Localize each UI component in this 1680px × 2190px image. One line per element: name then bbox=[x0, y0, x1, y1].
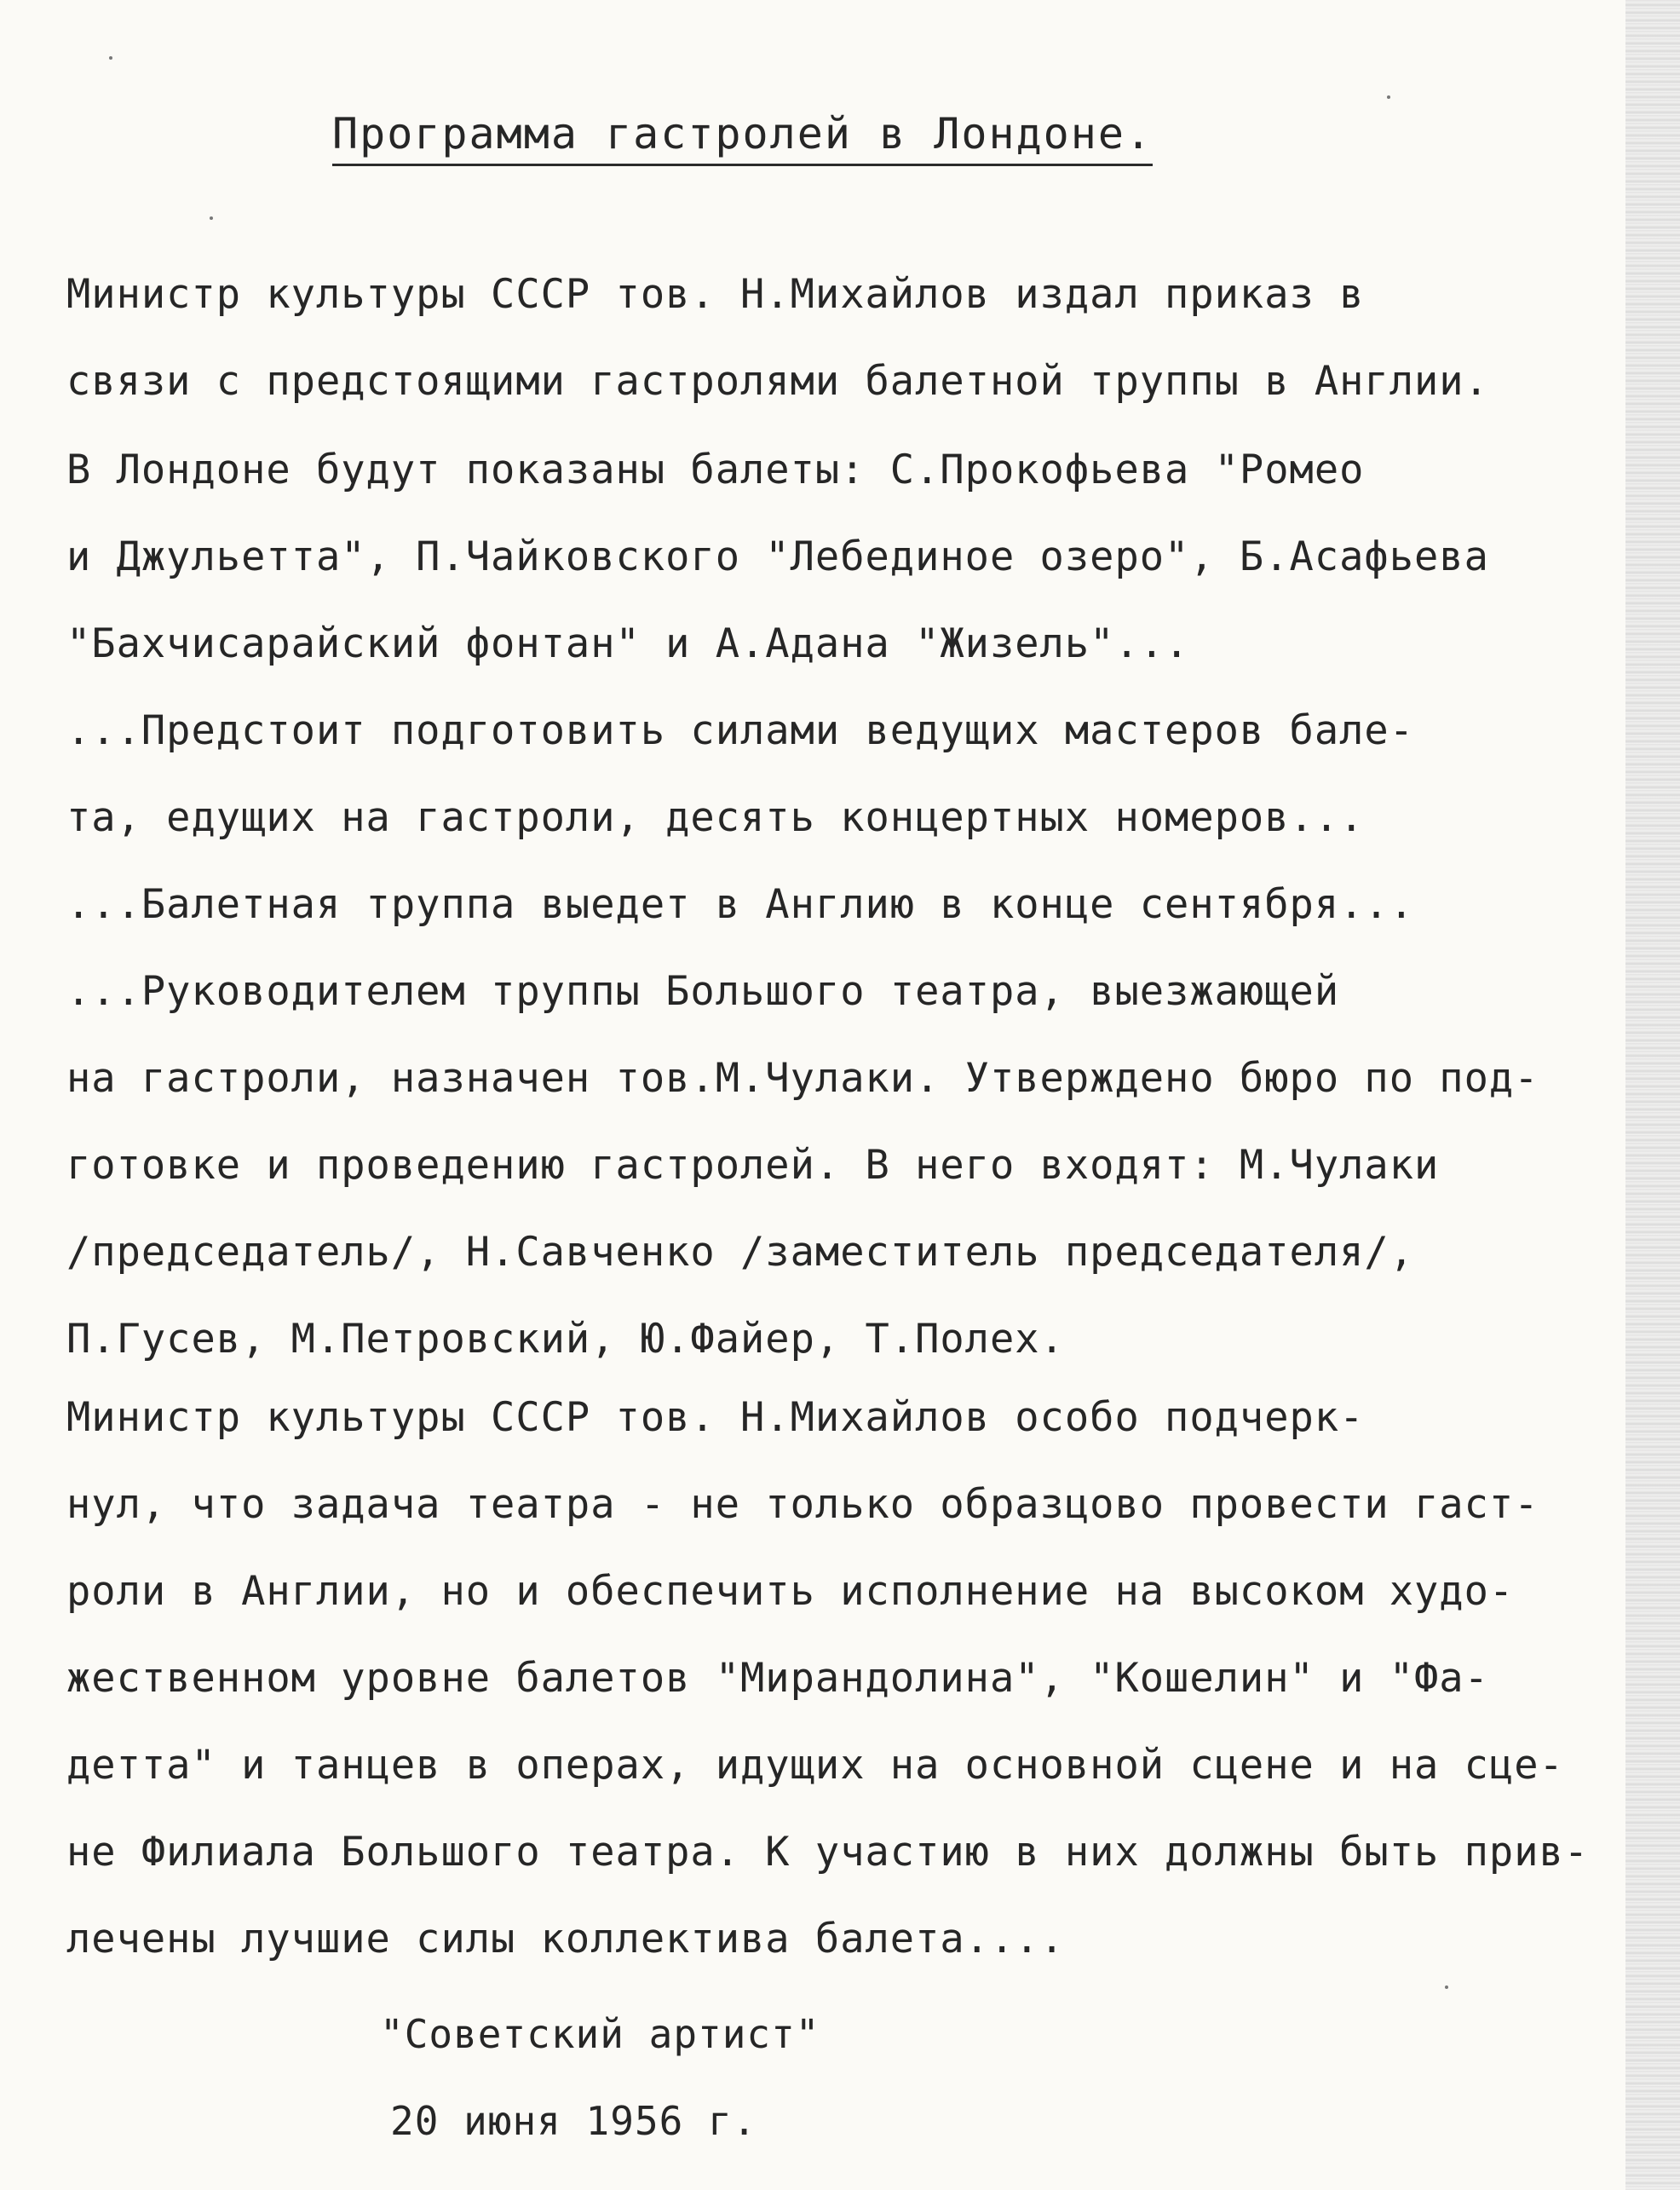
body-line-18: детта" и танцев в операх, идущих на основной сцене и на сце- bbox=[66, 1742, 1564, 1789]
scan-speck bbox=[109, 56, 112, 60]
source-newspaper: "Советский артист" bbox=[380, 2011, 820, 2057]
body-line-12: /председатель/, Н.Савченко /заместитель председателя/, bbox=[66, 1229, 1415, 1276]
body-line-11: готовке и проведению гастролей. В него входят: М.Чулаки bbox=[66, 1142, 1440, 1189]
body-line-5: "Бахчисарайский фонтан" и А.Адана "Жизель"... bbox=[66, 620, 1190, 667]
scan-edge-strip bbox=[1625, 0, 1680, 2190]
body-line-16: роли в Англии, но и обеспечить исполнение на высоком худо- bbox=[66, 1568, 1515, 1615]
body-line-4: и Джульетта", П.Чайковского "Лебединое озеро", Б.Асафьева bbox=[66, 533, 1489, 580]
body-line-19: не Филиала Большого театра. К участию в них должны быть прив- bbox=[66, 1829, 1590, 1876]
body-line-7: та, едущих на гастроли, десять концертных номеров... bbox=[66, 794, 1365, 841]
body-line-2: связи с предстоящими гастролями балетной труппы в Англии. bbox=[66, 358, 1489, 405]
source-date: 20 июня 1956 г. bbox=[390, 2098, 757, 2144]
body-line-10: на гастроли, назначен тов.М.Чулаки. Утверждено бюро по под- bbox=[66, 1055, 1539, 1102]
body-line-20: лечены лучшие силы коллектива балета.... bbox=[66, 1916, 1065, 1962]
scan-speck bbox=[210, 216, 213, 220]
body-line-14: Министр культуры СССР тов. Н.Михайлов особо подчерк- bbox=[66, 1394, 1365, 1441]
scan-speck bbox=[1387, 95, 1390, 99]
scan-speck bbox=[1445, 1985, 1448, 1989]
body-line-9: ...Руководителем труппы Большого театра, выезжающей bbox=[66, 968, 1340, 1015]
body-line-17: жественном уровне балетов "Мирандолина", "Кошелин" и "Фа- bbox=[66, 1655, 1489, 1702]
body-line-8: ...Балетная труппа выедет в Англию в конце сентября... bbox=[66, 881, 1415, 928]
body-line-3: В Лондоне будут показаны балеты: С.Прокофьева "Ромео bbox=[66, 447, 1365, 493]
document-title: Программа гастролей в Лондоне. bbox=[332, 109, 1153, 166]
body-line-15: нул, что задача театра - не только образцово провести гаст- bbox=[66, 1481, 1539, 1528]
body-line-6: ...Предстоит подготовить силами ведущих мастеров бале- bbox=[66, 707, 1415, 754]
body-line-1: Министр культуры СССР тов. Н.Михайлов издал приказ в bbox=[66, 271, 1365, 318]
body-line-13: П.Гусев, М.Петровский, Ю.Файер, Т.Полех. bbox=[66, 1316, 1065, 1363]
